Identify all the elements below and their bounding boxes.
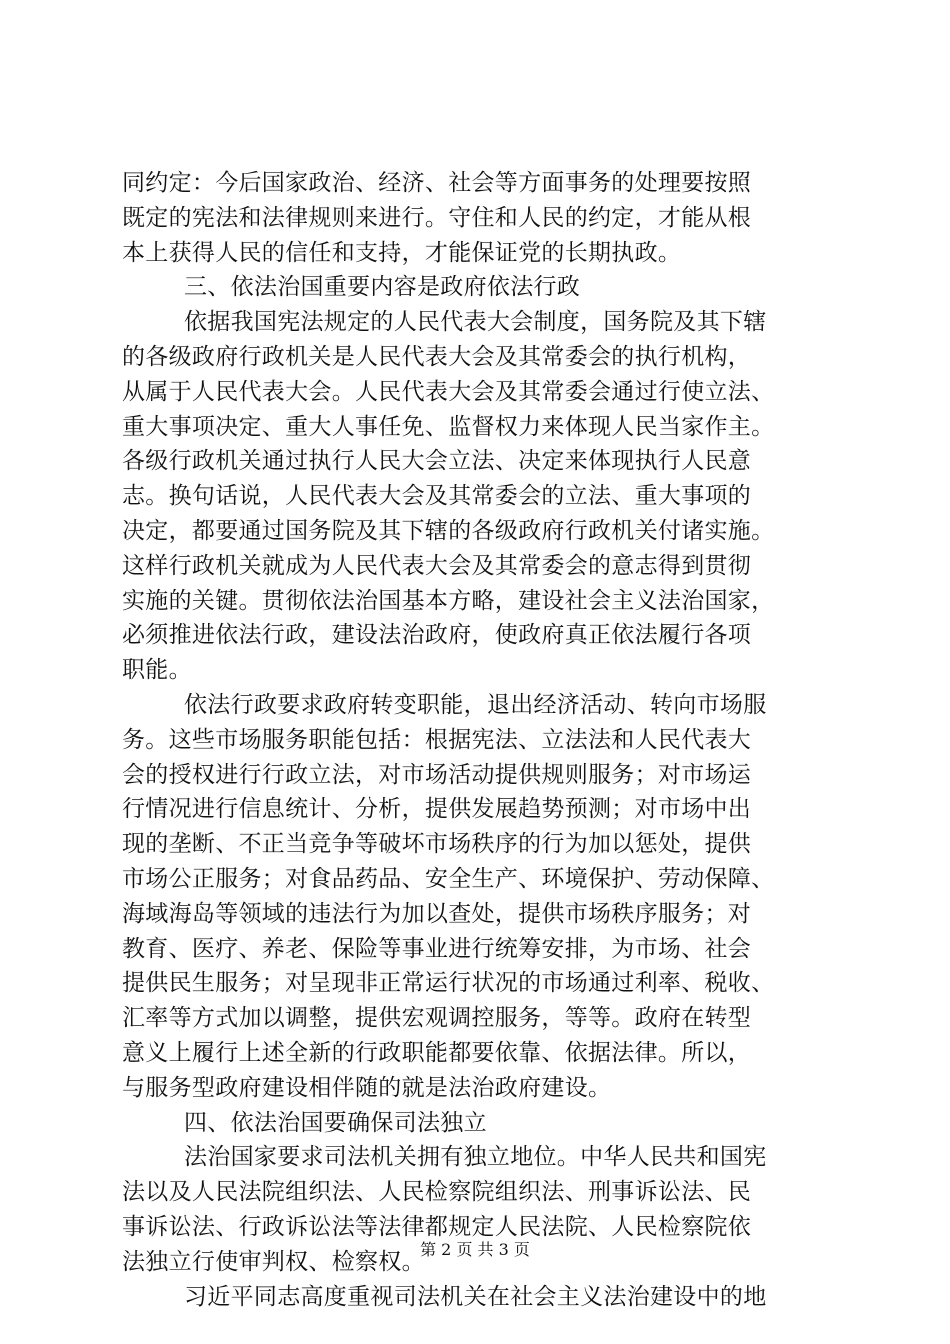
text-line: 重大事项决定、重大人事任免、监督权力来体现人民当家作主。 bbox=[122, 413, 775, 440]
text-line: 会的授权进行行政立法，对市场活动提供规则服务；对市场运 bbox=[122, 761, 752, 788]
text-line: 海域海岛等领域的违法行为加以查处，提供市场秩序服务；对 bbox=[122, 900, 752, 927]
page-footer: 第 2 页 共 3 页 bbox=[420, 1240, 530, 1259]
text-line: 从属于人民代表大会。人民代表大会及其常委会通过行使立法、 bbox=[122, 378, 775, 405]
text-line: 务。这些市场服务职能包括：根据宪法、立法法和人民代表大 bbox=[122, 726, 752, 753]
text-line: 三、依法治国重要内容是政府依法行政 bbox=[184, 274, 581, 301]
text-line: 决定，都要通过国务院及其下辖的各级政府行政机关付诸实施。 bbox=[122, 517, 775, 544]
text-line: 职能。 bbox=[122, 657, 192, 684]
text-line: 本上获得人民的信任和支持，才能保证党的长期执政。 bbox=[122, 239, 682, 266]
text-line: 法独立行使审判权、检察权。 bbox=[122, 1248, 425, 1275]
text-line: 同约定：今后国家政治、经济、社会等方面事务的处理要按照 bbox=[122, 170, 752, 196]
text-line: 与服务型政府建设相伴随的就是法治政府建设。 bbox=[122, 1074, 612, 1101]
text-line: 市场公正服务；对食品药品、安全生产、环境保护、劳动保障、 bbox=[122, 865, 775, 892]
text-line: 事诉讼法、行政诉讼法等法律都规定人民法院、人民检察院依 bbox=[122, 1213, 752, 1240]
text-line: 这样行政机关就成为人民代表大会及其常委会的意志得到贯彻 bbox=[122, 552, 752, 579]
document-body bbox=[122, 166, 842, 1314]
text-line: 教育、医疗、养老、保险等事业进行统筹安排，为市场、社会 bbox=[122, 935, 752, 962]
text-line: 法以及人民法院组织法、人民检察院组织法、刑事诉讼法、民 bbox=[122, 1179, 752, 1206]
text-line: 意义上履行上述全新的行政职能都要依靠、依据法律。所以， bbox=[122, 1039, 752, 1066]
text-line: 依法行政要求政府转变职能，退出经济活动、转向市场服 bbox=[184, 691, 767, 718]
text-line: 汇率等方式加以调整，提供宏观调控服务，等等。政府在转型 bbox=[122, 1005, 752, 1032]
text-line: 必须推进依法行政，建设法治政府，使政府真正依法履行各项 bbox=[122, 622, 752, 649]
text-line: 现的垄断、不正当竞争等破坏市场秩序的行为加以惩处，提供 bbox=[122, 831, 752, 858]
text-line: 提供民生服务；对呈现非正常运行状况的市场通过利率、税收、 bbox=[122, 970, 775, 997]
text-line: 行情况进行信息统计、分析，提供发展趋势预测；对市场中出 bbox=[122, 796, 752, 823]
text-line: 四、依法治国要确保司法独立 bbox=[184, 1109, 487, 1136]
text-line: 既定的宪法和法律规则来进行。守住和人民的约定，才能从根 bbox=[122, 204, 752, 231]
text-line: 法治国家要求司法机关拥有独立地位。中华人民共和国宪 bbox=[184, 1144, 767, 1171]
text-line: 习近平同志高度重视司法机关在社会主义法治建设中的地 bbox=[184, 1283, 767, 1310]
text-line: 志。换句话说，人民代表大会及其常委会的立法、重大事项的 bbox=[122, 483, 752, 510]
text-line: 各级行政机关通过执行人民大会立法、决定来体现执行人民意 bbox=[122, 448, 752, 475]
text-line: 依据我国宪法规定的人民代表大会制度，国务院及其下辖 bbox=[184, 309, 767, 336]
text-line: 的各级政府行政机关是人民代表大会及其常委会的执行机构， bbox=[122, 343, 752, 370]
text-line: 实施的关键。贯彻依法治国基本方略，建设社会主义法治国家， bbox=[122, 587, 775, 614]
